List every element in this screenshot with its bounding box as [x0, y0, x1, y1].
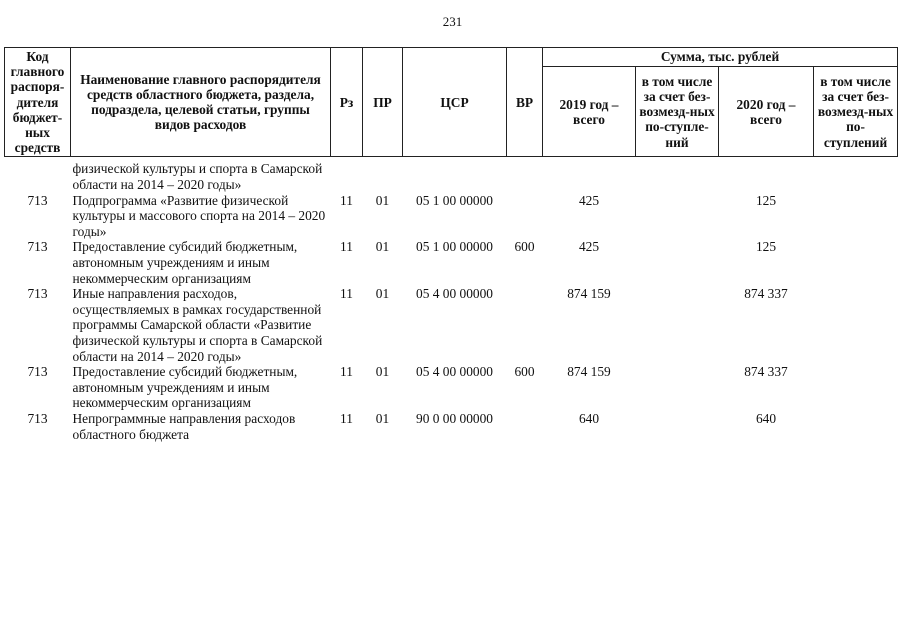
- cell-2019-total: 640: [578, 410, 600, 426]
- cell-2019-free: [636, 286, 719, 364]
- cell-2020-total: 125: [755, 239, 777, 255]
- cell-2019-free: [636, 411, 719, 442]
- cell-csr: [403, 161, 507, 192]
- header-2020-free: в том числе за счет без-возмезд-ных по-ступлений: [814, 67, 898, 157]
- cell-code: 713: [27, 410, 48, 426]
- cell-name: Предоставление субсидий бюджетным, автономным учреждениям и иным некоммерческим организациям: [72, 364, 298, 411]
- table-row: [5, 161, 898, 192]
- cell-2020-total: 874 337: [744, 286, 788, 302]
- table-header: [5, 48, 898, 157]
- cell-name: Непрограммные направления расходов областного бюджета: [72, 410, 296, 442]
- cell-2020-free: [814, 193, 898, 240]
- cell-rz: 11: [340, 286, 353, 302]
- cell-2019-total: 874 159: [567, 286, 611, 302]
- cell-2020-total: 640: [755, 410, 777, 426]
- cell-pr: 01: [375, 364, 390, 380]
- cell-2019-total: [543, 161, 636, 192]
- cell-2020-total: 125: [755, 192, 777, 208]
- header-2019-total: 2019 год – всего: [543, 67, 636, 157]
- header-2019-free: в том числе за счет без-возмезд-ных по-ступле-ний: [636, 67, 719, 157]
- header-2020-total: 2020 год – всего: [719, 67, 814, 157]
- cell-pr: 01: [375, 239, 390, 255]
- cell-pr: [363, 161, 403, 192]
- cell-pr: 01: [375, 410, 390, 426]
- cell-2020-free: [814, 161, 898, 192]
- cell-vr: 600: [514, 239, 535, 255]
- cell-csr: 05 1 00 00000: [416, 192, 493, 208]
- cell-2020-free: [814, 364, 898, 411]
- cell-code: 713: [27, 239, 48, 255]
- cell-csr: 05 4 00 00000: [416, 364, 493, 380]
- table-body: [5, 157, 898, 442]
- cell-name: Предоставление субсидий бюджетным, автономным учреждениям и иным некоммерческим организациям: [72, 239, 298, 286]
- cell-vr: [507, 161, 543, 192]
- header-code: Код главного распоря-дителя бюджет-ных средств: [5, 48, 71, 157]
- header-sum: Сумма, тыс. рублей: [543, 48, 898, 67]
- table-row: [5, 286, 898, 364]
- cell-vr: [507, 411, 543, 442]
- header-name: Наименование главного распорядителя средств областного бюджета, раздела, подраздела, целевой статьи, группы видов расходов: [71, 48, 331, 157]
- cell-2020-total: 874 337: [744, 364, 788, 380]
- budget-table: [4, 47, 898, 442]
- cell-rz: 11: [340, 192, 353, 208]
- cell-name: Подпрограмма «Развитие физической культуры и массового спорта на 2014 – 2020 годы»: [72, 192, 326, 239]
- cell-csr: 90 0 00 00000: [416, 410, 493, 426]
- cell-rz: [331, 161, 363, 192]
- cell-code: 713: [27, 192, 48, 208]
- cell-vr: [507, 286, 543, 364]
- header-pr: ПР: [363, 48, 403, 157]
- cell-csr: 05 1 00 00000: [416, 239, 493, 255]
- cell-2020-free: [814, 286, 898, 364]
- table-row: [5, 411, 898, 442]
- cell-2020-free: [814, 239, 898, 286]
- cell-name: физической культуры и спорта в Самарской области на 2014 – 2020 годы»: [72, 161, 323, 193]
- page-number: 231: [442, 14, 463, 29]
- cell-2020-free: [814, 411, 898, 442]
- table-row: [5, 193, 898, 240]
- cell-pr: 01: [375, 286, 390, 302]
- table-row: [5, 364, 898, 411]
- cell-2019-free: [636, 193, 719, 240]
- header-csr: ЦСР: [403, 48, 507, 157]
- cell-2019-free: [636, 239, 719, 286]
- cell-2019-total: 425: [578, 192, 600, 208]
- cell-vr: 600: [514, 364, 535, 380]
- cell-vr: [507, 193, 543, 240]
- header-vr: ВР: [507, 48, 543, 157]
- header-rz: Рз: [331, 48, 363, 157]
- cell-name: Иные направления расходов, осуществляемых в рамках государственной программы Самарской области «Развитие физической культуры и спорта в Самарской области на 2014 – 2020 годы»: [72, 286, 323, 364]
- cell-rz: 11: [340, 364, 353, 380]
- cell-code: [5, 161, 71, 192]
- table-row: [5, 239, 898, 286]
- cell-csr: 05 4 00 00000: [416, 286, 493, 302]
- cell-2019-free: [636, 364, 719, 411]
- cell-2020-total: [719, 161, 814, 192]
- cell-2019-free: [636, 161, 719, 192]
- cell-pr: 01: [375, 192, 390, 208]
- cell-rz: 11: [340, 410, 353, 426]
- cell-2019-total: 425: [578, 239, 600, 255]
- cell-rz: 11: [340, 239, 353, 255]
- cell-2019-total: 874 159: [567, 364, 611, 380]
- cell-code: 713: [27, 364, 48, 380]
- cell-code: 713: [27, 286, 48, 302]
